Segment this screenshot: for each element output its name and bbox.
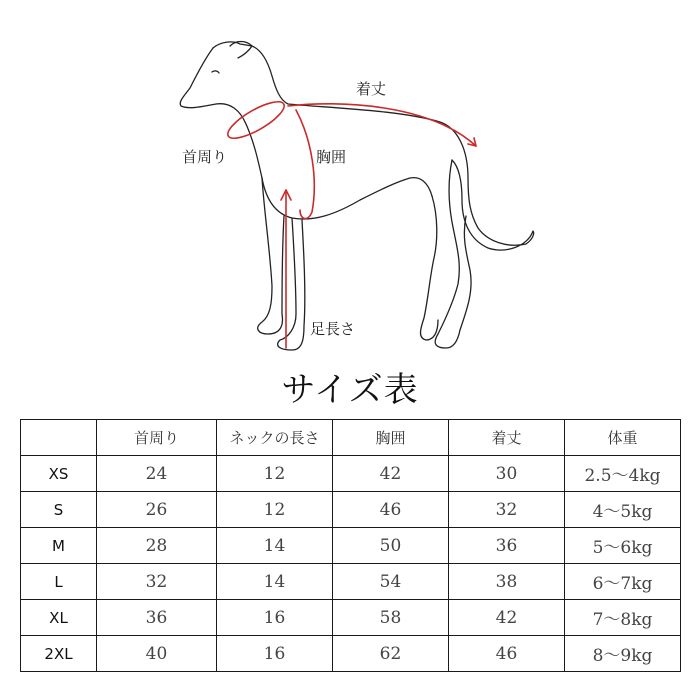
table-row xyxy=(21,528,681,564)
chest-cell: 54 xyxy=(333,564,449,600)
neck-length-cell: 14 xyxy=(217,564,333,600)
back-length-arrow xyxy=(288,104,476,146)
neck-length-cell: 16 xyxy=(217,636,333,672)
neck-length-cell: 12 xyxy=(217,456,333,492)
header-neck-length: ネックの長さ xyxy=(217,420,333,456)
chest-cell: 46 xyxy=(333,492,449,528)
table-row xyxy=(21,564,681,600)
size-cell: XS xyxy=(21,456,97,492)
table-row xyxy=(21,600,681,636)
header-weight: 体重 xyxy=(565,420,681,456)
table-row xyxy=(21,492,681,528)
neck-length-cell: 14 xyxy=(217,528,333,564)
neck-length-cell: 16 xyxy=(217,600,333,636)
chest-cell: 42 xyxy=(333,456,449,492)
measurement-lines xyxy=(223,95,476,348)
neck-cell: 28 xyxy=(97,528,217,564)
neck-cell: 26 xyxy=(97,492,217,528)
neck-cell: 36 xyxy=(97,600,217,636)
size-cell: L xyxy=(21,564,97,600)
length-cell: 32 xyxy=(449,492,565,528)
neck-label: 首周り xyxy=(182,148,228,166)
back-length-label: 着丈 xyxy=(356,80,387,98)
length-cell: 30 xyxy=(449,456,565,492)
neck-cell: 40 xyxy=(97,636,217,672)
weight-cell: 2.5～4kg xyxy=(565,456,681,492)
weight-cell: 8～9kg xyxy=(565,636,681,672)
length-cell: 46 xyxy=(449,636,565,672)
length-cell: 42 xyxy=(449,600,565,636)
weight-cell: 4～5kg xyxy=(565,492,681,528)
size-cell: 2XL xyxy=(21,636,97,672)
size-chart-title: サイズ表 xyxy=(281,370,419,410)
chest-cell: 58 xyxy=(333,600,449,636)
size-table xyxy=(20,419,681,672)
table-row xyxy=(21,636,681,672)
chest-measure-loop xyxy=(296,110,314,219)
weight-cell: 5～6kg xyxy=(565,528,681,564)
size-cell: S xyxy=(21,492,97,528)
chest-cell: 62 xyxy=(333,636,449,672)
header-size xyxy=(21,420,97,456)
header-neck: 首周り xyxy=(97,420,217,456)
neck-cell: 32 xyxy=(97,564,217,600)
header-length: 着丈 xyxy=(449,420,565,456)
chest-cell: 50 xyxy=(333,528,449,564)
chest-label: 胸囲 xyxy=(316,148,347,166)
header-chest: 胸囲 xyxy=(333,420,449,456)
size-cell: XL xyxy=(21,600,97,636)
size-cell: M xyxy=(21,528,97,564)
weight-cell: 7～8kg xyxy=(565,600,681,636)
neck-cell: 24 xyxy=(97,456,217,492)
length-cell: 38 xyxy=(449,564,565,600)
length-cell: 36 xyxy=(449,528,565,564)
leg-length-label: 足長さ xyxy=(310,320,356,338)
neck-length-cell: 12 xyxy=(217,492,333,528)
table-row xyxy=(21,456,681,492)
weight-cell: 6～7kg xyxy=(565,564,681,600)
table-header-row xyxy=(21,420,681,456)
neck-measure-ellipse xyxy=(223,95,288,144)
